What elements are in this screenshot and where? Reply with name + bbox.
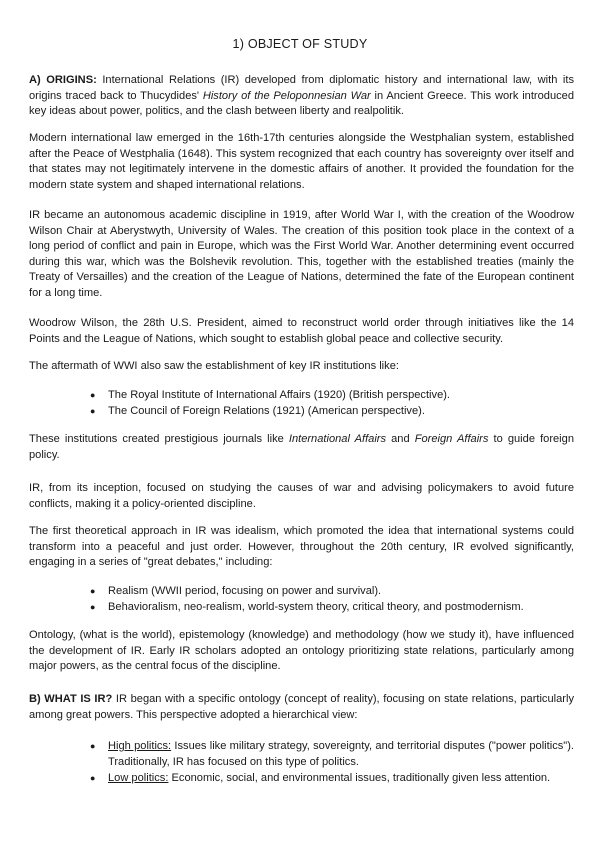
- document-title: 1) OBJECT OF STUDY: [232, 37, 368, 51]
- journal-international-affairs: International Affairs: [288, 433, 387, 445]
- list-item: The Royal Institute of International Affairs (1920) (British perspective).: [108, 389, 451, 401]
- ontology-paragraph: Ontology, (what is the world), epistemology (knowledge) and methodology (how we study it), have influenced the development of IR. Early IR scholars adopted an ontology prioritizing state relations, particularly among major powers, as the central focus of the discipline.: [29, 629, 574, 673]
- list-item: [108, 739, 574, 770]
- list-item: The Council of Foreign Relations (1921) (American perspective).: [108, 405, 425, 417]
- low-politics-term: Low politics:: [108, 772, 169, 784]
- high-politics-term: High politics:: [108, 740, 172, 752]
- wilson-paragraph: Woodrow Wilson, the 28th U.S. President, aimed to reconstruct world order through initiatives like the 14 Points and the League of Nations, which sought to establish global peace and collective security.: [29, 317, 574, 345]
- bullet-icon: ●: [90, 406, 96, 416]
- list-item: Behavioralism, neo-realism, world-system theory, critical theory, and postmodernism.: [108, 601, 524, 613]
- what-is-ir-heading: B) WHAT IS IR?: [29, 693, 113, 705]
- journals-text-a: These institutions created prestigious journals like: [29, 433, 289, 445]
- westphalia-paragraph: Modern international law emerged in the 16th-17th centuries alongside the Westphalian system, established after the Peace of Westphalia (1648). This system recognized that each country has sovereignty over itself and that states may not legitimately intervene in the domestic affairs of another. It provided the foundation for the modern state system and shaped international relations.: [29, 132, 574, 191]
- discipline-paragraph: IR became an autonomous academic discipline in 1919, after World War I, with the creation of the Woodrow Wilson Chair at Aberystwyth, University of Wales. The creation of this position took place in the context of a long period of conflict and pain in Europe, which was the First World War. Another determining event occurred during this war, which was the Bolshevik revolution. This, together with the established treaties (mainly the Treaty of Versailles) and the creation of the League of Nations, determined the fate of the European continent for a long time.: [29, 209, 574, 299]
- origins-book-title: History of the Peloponnesian War: [202, 89, 371, 102]
- bullet-icon: ●: [90, 741, 96, 751]
- policy-paragraph: IR, from its inception, focused on studying the causes of war and advising policymakers to avoid future conflicts, making it a policy-oriented discipline.: [29, 482, 574, 510]
- bullet-icon: ●: [90, 390, 96, 400]
- journals-text-c: to guide foreign policy.: [29, 433, 574, 461]
- bullet-icon: ●: [90, 586, 96, 596]
- origins-paragraph: [29, 73, 574, 120]
- origins-text-a: International Relations (IR) developed from diplomatic history and international law, with its origins traced back to Thucydides': [29, 74, 575, 102]
- what-is-ir-text: IR began with a specific ontology (concept of reality), focusing on state relations, particularly among great powers. This perspective adopted a hierarchical view:: [29, 693, 574, 721]
- list-item: Realism (WWII period, focusing on power and survival).: [108, 585, 382, 597]
- high-politics-text: Issues like military strategy, sovereignty, and territorial disputes ("power politics"). Traditionally, IR has focused on this type of politics.: [108, 740, 575, 768]
- low-politics-text: Economic, social, and environmental issues, traditionally given less attention.: [168, 772, 551, 784]
- list-item: [108, 771, 574, 787]
- aftermath-paragraph: The aftermath of WWI also saw the establishment of key IR institutions like:: [29, 360, 399, 372]
- what-is-ir-paragraph: [29, 692, 574, 723]
- debates-paragraph: The first theoretical approach in IR was idealism, which promoted the idea that international systems could transform into a peaceful and just order. However, throughout the 20th century, IR evolved significantly, engaging in a series of "great debates," including:: [29, 525, 574, 569]
- bullet-icon: ●: [90, 602, 96, 612]
- journals-text-b: and: [386, 433, 415, 445]
- bullet-icon: ●: [90, 773, 96, 783]
- journals-paragraph: [29, 432, 574, 463]
- journal-foreign-affairs: Foreign Affairs: [414, 433, 489, 445]
- origins-text-b: in Ancient Greece. This work introduced key ideas about power, politics, and the clash between liberty and realpolitik.: [29, 89, 574, 118]
- origins-heading: A) ORIGINS:: [29, 74, 97, 86]
